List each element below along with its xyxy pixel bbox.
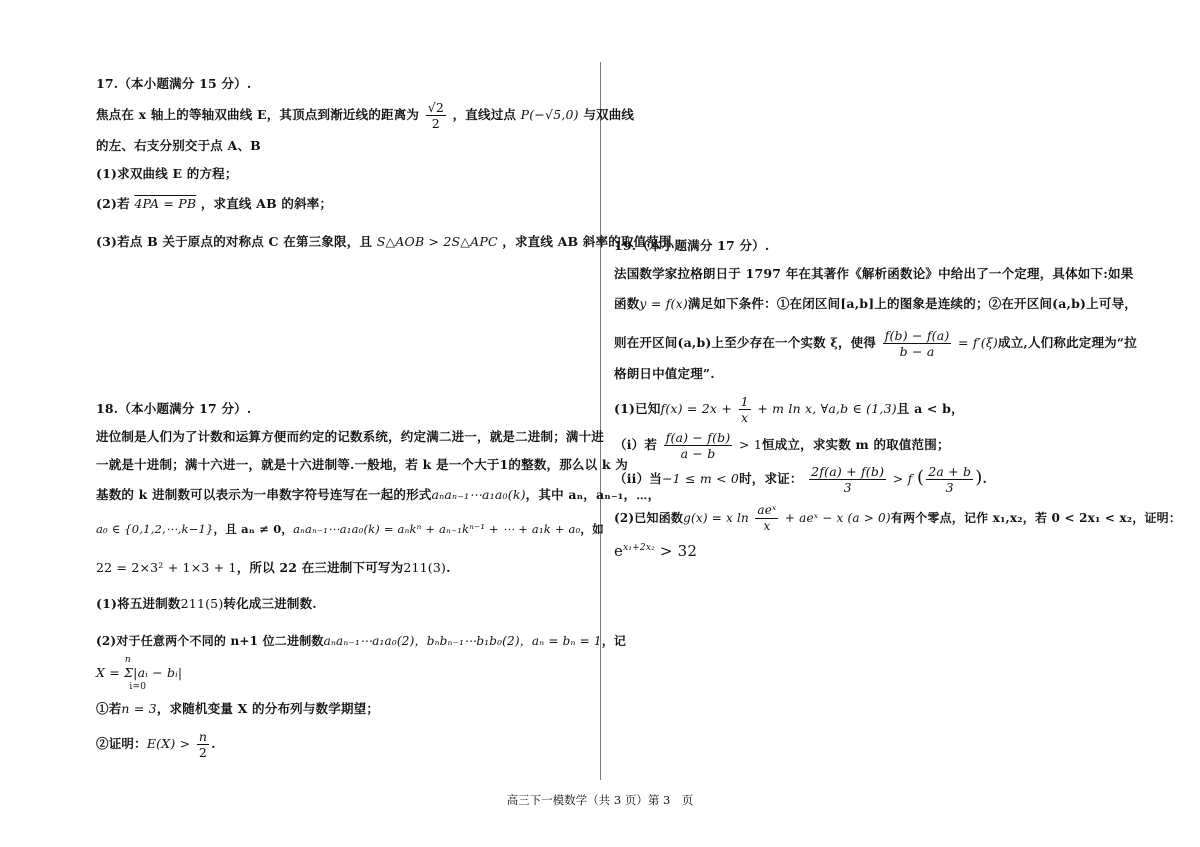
q18-line3: 基数的 k 进制数可以表示为一串数字符号连写在一起的形式aₙaₙ₋₁⋯a₁a₀(k)，其中 aₙ，aₙ₋₁，⋯， — [96, 487, 661, 502]
q18-part2: (2)对于任意两个不同的 n+1 位二进制数aₙaₙ₋₁⋯a₁a₀(2)，bₙbₙ₋₁⋯b₁b₀(2)，aₙ = bₙ = 1，记 — [96, 634, 627, 648]
q17-part3: (3)若点 B 关于原点的对称点 C 在第三象限，且 S△AOB > 2S△APC ，求直线 AB 斜率的取值范围 — [96, 234, 672, 249]
page-footer: 高三下一模数学（共 3 页）第 3 页 — [506, 793, 694, 807]
vector-equation: 4PA = PB — [134, 196, 197, 211]
q17-distance-fraction: $\frac{√2}{2}$ — [427, 100, 445, 131]
q17-stem-line2: 的左、右支分别交于点 A、B — [96, 138, 261, 153]
q18-line5: 22 = 2×3² + 1×3 + 1，所以 22 在三进制下可写为211(3). — [96, 560, 451, 575]
q19-part2: (2)已知函数g(x) = x ln $\frac{\text{aeˣ}}{x}$ + aeˣ − x (a > 0)有两个零点，记作 x₁,x₂，若 0 < 2x₁ < x₂，证明： — [614, 503, 1182, 533]
q19-line2: 函数y = f(x)满足如下条件：①在闭区间[a,b]上的图象是连续的；②在开区间(a,b)上可导， — [614, 296, 1137, 311]
q19-subpart-i: （i）若 $\frac{f(a) - f(b)}{a - b}$ > 1恒成立，求实数 m 的取值范围； — [614, 430, 950, 461]
q17-stem-line1: 焦点在 x 轴上的等轴双曲线 E，其顶点到渐近线的距离为 $\frac{√2}{2}$ ，直线过点 P(−√5,0) 与双曲线 — [96, 100, 635, 131]
q19-subpart-ii: （ii）当−1 ≤ m < 0时，求证： $\frac{2f(a) + f(b)}{3}$ > f ( $\frac{2a + b}{3}$ ). — [614, 464, 988, 495]
q19-conclusion: $e^{x_1+2x_2} > 32$ — [614, 542, 698, 560]
q18-line1: 进位制是人们为了计数和运算方便而约定的记数系统，约定满二进一，就是二进制；满十进 — [96, 429, 605, 444]
q17-part1: (1)求双曲线 E 的方程； — [96, 166, 238, 181]
q19-line4: 格朗日中值定理”. — [614, 366, 715, 381]
q18-x-definition: X = Σ|aᵢ − bᵢ| $^n$ $_{i=0}$ — [96, 655, 183, 692]
q18-line4: a₀ ∈ {0,1,2,⋯,k−1}，且 aₙ ≠ 0，aₙaₙ₋₁⋯a₁a₀(k) = aₙkⁿ + aₙ₋₁kⁿ⁻¹ + ⋯ + a₁k + a₀，如 — [96, 522, 604, 536]
q18-subpart2: ②证明：E(X) > $\frac{n}{2}$ . — [96, 729, 216, 760]
q19-part1: (1)已知f(x) = 2x + $\frac{1}{x}$ + m ln x, ∀a,b ∈ (1,3)且 a < b， — [614, 394, 964, 425]
q19-header: 19.（本小题满分 17 分）. — [614, 238, 770, 253]
q18-subpart1: ①若n = 3，求随机变量 X 的分布列与数学期望； — [96, 701, 380, 716]
q19-line3: 则在开区间(a,b)上至少存在一个实数 ξ，使得 $\frac{f(b) - f(a)}{b - a}$ = f′(ξ)成立,人们称此定理为“拉 — [614, 328, 1137, 359]
q19-line1: 法国数学家拉格朗日于 1797 年在其著作《解析函数论》中给出了一个定理，具体如下:如果 — [614, 266, 1134, 281]
column-divider — [600, 62, 601, 780]
q18-part1: (1)将五进制数211(5)转化成三进制数. — [96, 596, 317, 611]
q18-header: 18.（本小题满分 17 分）. — [96, 401, 252, 416]
q17-part2: (2)若 4PA = PB ，求直线 AB 的斜率； — [96, 196, 333, 211]
q17-header: 17.（本小题满分 15 分）. — [96, 76, 252, 91]
q18-line2: 一就是十进制；满十六进一，就是十六进制等.一般地，若 k 是一个大于1的整数，那么以 k 为 — [96, 457, 628, 472]
